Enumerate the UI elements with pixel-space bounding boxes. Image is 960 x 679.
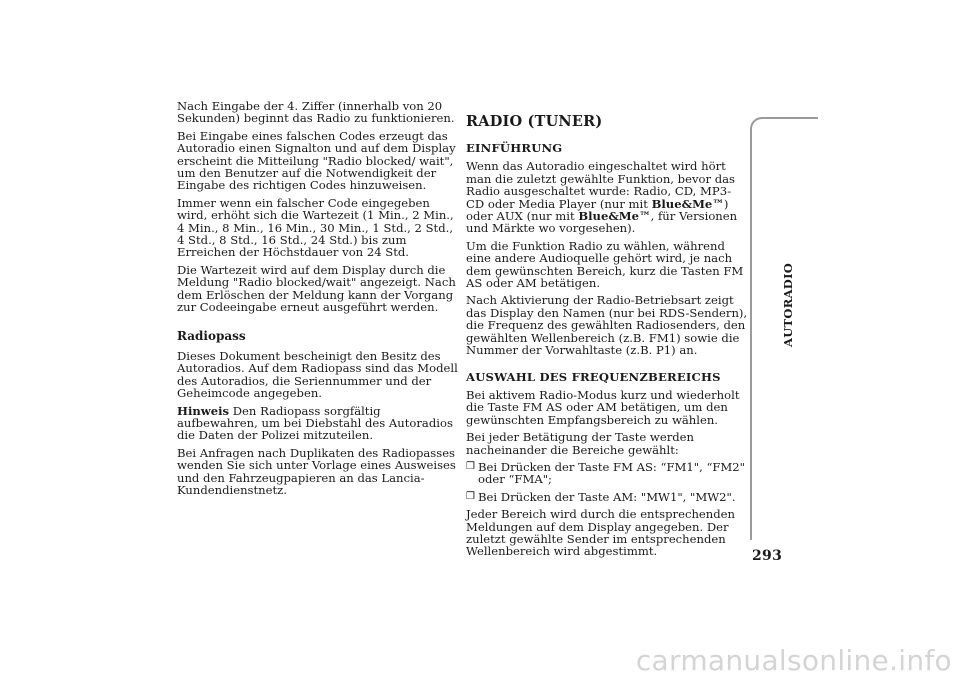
radiopass-heading: Radiopass: [177, 328, 246, 343]
hinweis-text: Den Radiopass sorgfältig aufbewahren, um bei Diebstahl des Autoradios die Daten der Polizei mitzuteilen.: [177, 403, 453, 443]
right-column: [466, 100, 748, 563]
hinweis-label: Hinweis: [177, 403, 230, 418]
list-item: [466, 491, 748, 503]
paragraph: Jeder Bereich wird durch die entsprechenden Meldungen auf dem Display angegeben. Der zuletzt gewählte Sender im entsprechenden Wellenbereich wird abgestimmt.: [466, 507, 735, 559]
paragraph: Bei Anfragen nach Duplikaten des Radiopasses wenden Sie sich unter Vorlage eines Ausweises und den Fahrzeugpapieren an das Lancia-Kundendienstnetz.: [177, 445, 456, 497]
bold-run: Blue&Me™: [578, 209, 651, 224]
text-run: Wenn das Autoradio eingeschaltet wird hört man die zuletzt gewählte Funktion, bevor das Radio ausgeschaltet wurde: Radio, CD, MP3-CD oder Media Player (nur mit: [466, 159, 735, 211]
paragraph: Bei jeder Betätigung der Taste werden nacheinander die Bereiche gewählt:: [466, 430, 695, 457]
left-column: [177, 100, 459, 501]
checkbox-bullet-icon: ❒: [466, 490, 475, 502]
paragraph: Nach Eingabe der 4. Ziffer (innerhalb von 20 Sekunden) beginnt das Radio zu funktionieren.: [177, 99, 455, 126]
paragraph: Bei Eingabe eines falschen Codes erzeugt das Autoradio einen Signalton und auf dem Display erscheint die Mitteilung "Radio blocked/ wait", um den Benutzer auf die Notwendigkeit der Eingabe des richtigen Codes hinzuweisen.: [177, 128, 456, 193]
paragraph: Immer wenn ein falscher Code eingegeben wird, erhöht sich die Wartezeit (1 Min., 2 Min., 4 Min., 8 Min., 16 Min., 30 Min., 1 Std., 2 Std., 4 Std., 8 Std., 16 Std., 24 Std.) bis zum Erreichen der Höchstdauer von 24 Std.: [177, 195, 454, 260]
intro-heading: EINFÜHRUNG: [466, 141, 563, 155]
checkbox-bullet-icon: ❒: [466, 460, 475, 472]
intro-paragraph: [466, 160, 748, 234]
watermark: carmanualsonline.info: [635, 644, 952, 677]
paragraph: Nach Aktivierung der Radio-Betriebsart zeigt das Display den Namen (nur bei RDS-Sendern), die Frequenz des gewählten Radiosenders, den gewählten Wellenbereich (z.B. FM1) sowie die Nummer der Vorwahltaste (z.B. P1) an.: [466, 293, 748, 358]
text-run: ) oder AUX (nur mit: [466, 196, 729, 224]
text-run: , für Versionen und Märkte wo vorgesehen).: [466, 209, 738, 236]
band-heading: AUSWAHL DES FREQUENZBEREICHS: [466, 369, 721, 384]
paragraph: Um die Funktion Radio zu wählen, während eine andere Audioquelle gehört wird, je nach dem gewünschten Bereich, kurz die Tasten FM AS oder AM betätigen.: [466, 238, 744, 291]
list-item-text: Bei Drücken der Taste FM AS: “FM1", “FM2" oder “FMA";: [478, 459, 746, 487]
page-number: 293: [752, 548, 783, 564]
bold-run: Blue&Me™: [651, 196, 724, 211]
section-label: AUTORADIO: [781, 262, 795, 347]
hinweis-paragraph: [177, 405, 459, 442]
paragraph: Bei aktivem Radio-Modus kurz und wiederholt die Taste FM AS oder AM betätigen, um den gewünschten Empfangsbereich zu wählen.: [466, 387, 740, 427]
paragraph: Die Wartezeit wird auf dem Display durch die Meldung "Radio blocked/wait" angezeigt. Nach dem Erlöschen der Meldung kann der Vorgang zur Codeeingabe erneut ausgeführt werden.: [177, 262, 456, 315]
list-item-text: Bei Drücken der Taste AM: "MW1", "MW2".: [478, 489, 736, 504]
paragraph: Dieses Dokument bescheinigt den Besitz des Autoradios. Auf dem Radiopass sind das Modell des Autoradios, die Seriennummer und der Geheimcode angegeben.: [177, 348, 458, 401]
list-item: [466, 461, 748, 486]
section-title: RADIO (TUNER): [466, 113, 603, 130]
